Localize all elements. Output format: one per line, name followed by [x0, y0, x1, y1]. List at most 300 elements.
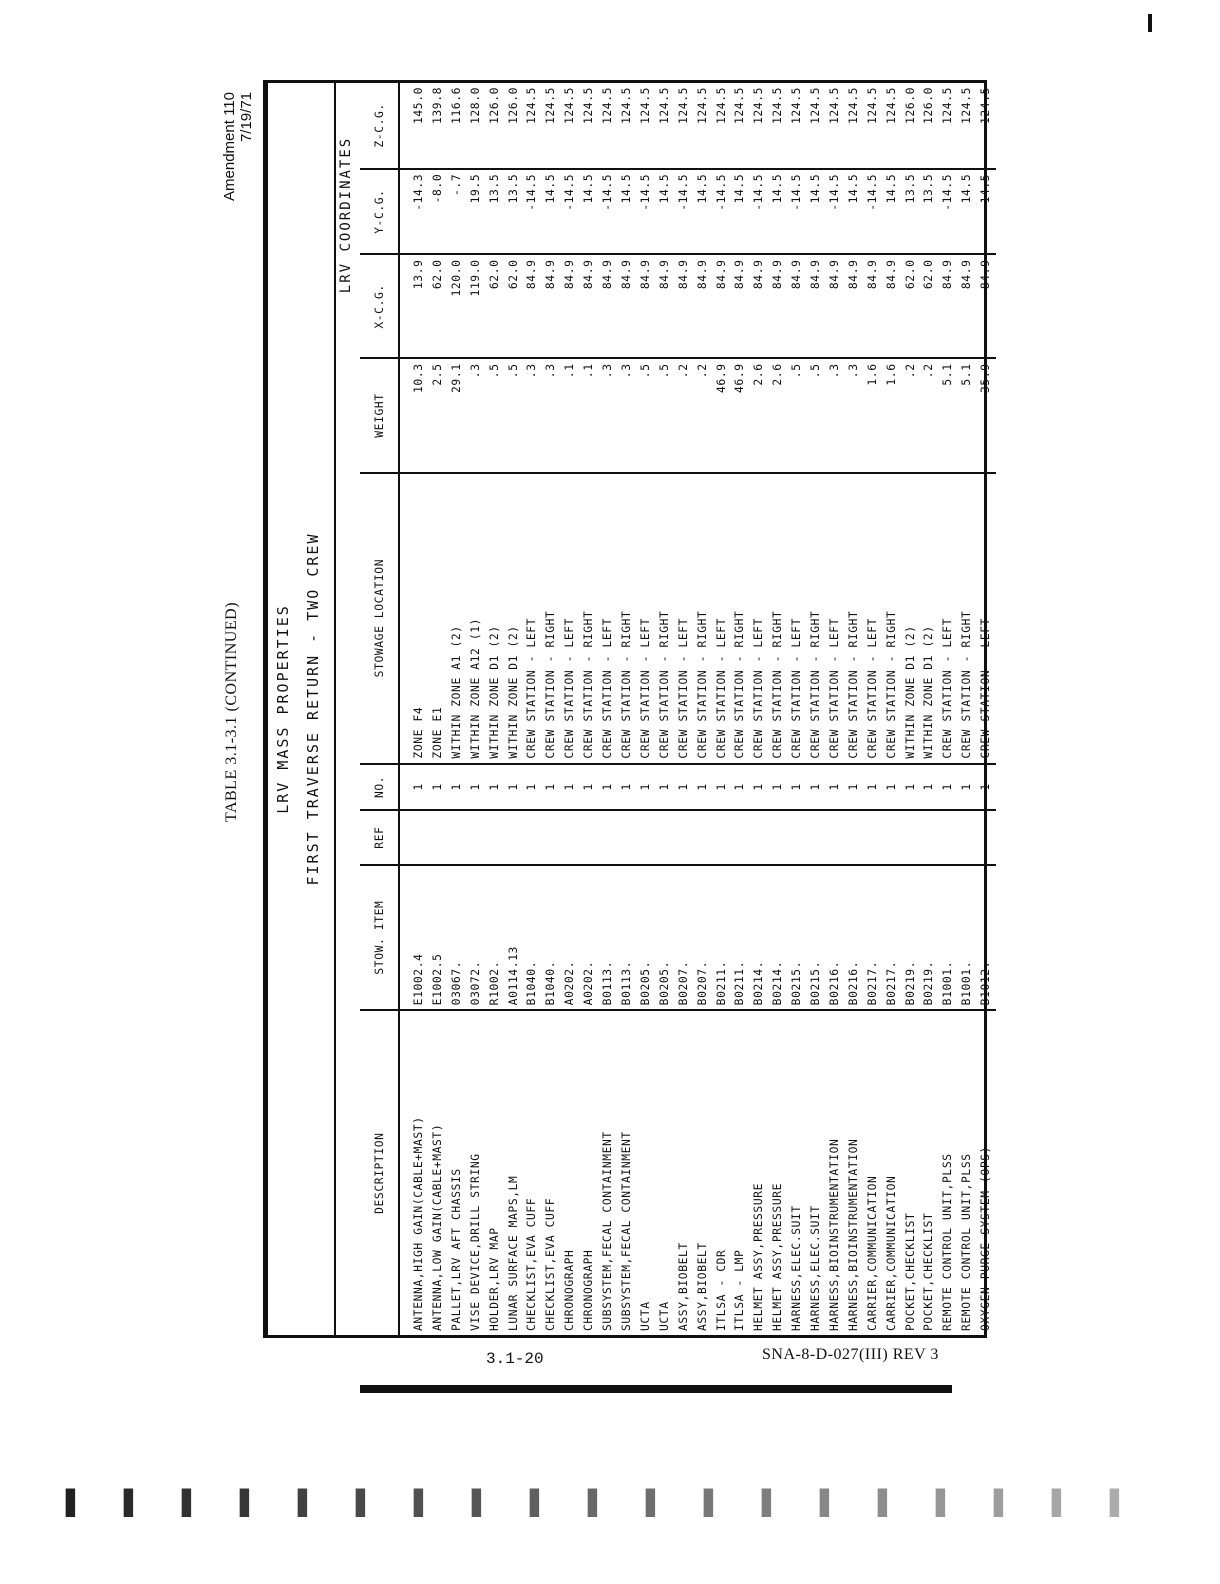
- cell-y-cg: 14.5: [807, 169, 826, 255]
- cell-x-cg: 84.9: [542, 254, 561, 358]
- cell-no: 1: [750, 764, 769, 811]
- cell-description: CHRONOGRAPH: [582, 1249, 596, 1331]
- cell-stow-item: A0202.: [561, 865, 580, 1010]
- header-z-cg: Z-C.G.: [360, 83, 399, 169]
- cell-description: REMOTE CONTROL UNIT,PLSS: [960, 1153, 974, 1331]
- header-description: DESCRIPTION: [360, 1010, 399, 1335]
- cell-z-cg: 124.5: [542, 83, 561, 169]
- cell-weight: .2: [902, 358, 921, 472]
- cell-stowage-location: ZONE E1: [429, 473, 448, 764]
- film-mark-icon: ▌: [878, 1488, 897, 1517]
- cell-description: UCTA: [638, 1301, 652, 1331]
- cell-stowage-location: CREW STATION - RIGHT: [694, 473, 713, 764]
- cell-y-cg: -14.3: [399, 169, 429, 255]
- cell-ref: [920, 810, 939, 865]
- cell-y-cg: -14.5: [713, 169, 732, 255]
- cell-stowage-location: CREW STATION - RIGHT: [618, 473, 637, 764]
- cell-no: 1: [902, 764, 921, 811]
- cell-stowage-location: CREW STATION - RIGHT: [656, 473, 675, 764]
- cell-stowage-location: WITHIN ZONE A1 (2): [448, 473, 467, 764]
- cell-stowage-location: CREW STATION - LEFT: [826, 473, 845, 764]
- cell-description: CHECKLIST,EVA CUFF: [525, 1197, 539, 1331]
- cell-stowage-location: WITHIN ZONE D1 (2): [920, 473, 939, 764]
- table-subtitle: FIRST TRAVERSE RETURN - TWO CREW: [304, 532, 322, 886]
- cell-ref: [939, 810, 958, 865]
- film-mark-icon: ▌: [820, 1488, 839, 1517]
- cell-ref: [580, 810, 599, 865]
- cell-y-cg: -14.5: [750, 169, 769, 255]
- film-mark-icon: ▌: [762, 1488, 781, 1517]
- cell-weight: .3: [826, 358, 845, 472]
- cell-weight: 1.6: [864, 358, 883, 472]
- cell-weight: .5: [486, 358, 505, 472]
- film-mark-icon: ▌: [704, 1488, 723, 1517]
- cell-stow-item: A0114.13: [505, 865, 524, 1010]
- amendment-number: Amendment 110: [221, 92, 238, 201]
- cell-z-cg: 126.0: [920, 83, 939, 169]
- cell-stow-item: B0215.: [807, 865, 826, 1010]
- film-mark-icon: ▌: [66, 1488, 85, 1517]
- cell-x-cg: 62.0: [505, 254, 524, 358]
- cell-stow-item: B1001.: [939, 865, 958, 1010]
- cell-ref: [883, 810, 902, 865]
- cell-description: SUBSYSTEM,FECAL CONTAINMENT: [601, 1131, 615, 1331]
- cell-description: REMOTE CONTROL UNIT,PLSS: [941, 1153, 955, 1331]
- cell-weight: .5: [637, 358, 656, 472]
- cell-x-cg: 84.9: [864, 254, 883, 358]
- cell-z-cg: 124.5: [656, 83, 675, 169]
- cell-z-cg: 128.0: [467, 83, 486, 169]
- cell-stow-item: B0113.: [599, 865, 618, 1010]
- cell-weight: .3: [523, 358, 542, 472]
- cell-z-cg: 124.5: [750, 83, 769, 169]
- document-id: SNA-8-D-027(III) REV 3: [762, 1346, 939, 1363]
- cell-y-cg: 14.5: [845, 169, 864, 255]
- cell-y-cg: -14.5: [675, 169, 694, 255]
- cell-no: 1: [637, 764, 656, 811]
- cell-z-cg: 124.5: [769, 83, 788, 169]
- cell-y-cg: 14.5: [958, 169, 977, 255]
- cell-no: 1: [429, 764, 448, 811]
- cell-y-cg: 14.5: [618, 169, 637, 255]
- table-row: [505, 83, 524, 1335]
- cell-ref: [656, 810, 675, 865]
- cell-x-cg: 84.9: [561, 254, 580, 358]
- cell-x-cg: 13.9: [399, 254, 429, 358]
- cell-stowage-location: CREW STATION - RIGHT: [769, 473, 788, 764]
- cell-x-cg: 84.9: [599, 254, 618, 358]
- film-mark-icon: ▌: [1110, 1488, 1129, 1517]
- cell-ref: [618, 810, 637, 865]
- rotated-document-sheet: [221, 82, 993, 1342]
- cell-y-cg: -14.5: [977, 169, 996, 255]
- cell-y-cg: -8.0: [429, 169, 448, 255]
- cell-ref: [637, 810, 656, 865]
- cell-z-cg: 124.5: [694, 83, 713, 169]
- header-stowage-location: STOWAGE LOCATION: [360, 473, 399, 764]
- cell-weight: .3: [618, 358, 637, 472]
- amendment-date: 7/19/71: [238, 92, 255, 143]
- header-x-cg: X-C.G.: [360, 254, 399, 358]
- table-row: [807, 83, 826, 1335]
- cell-no: 1: [731, 764, 750, 811]
- mass-properties-table: [360, 83, 996, 1335]
- cell-x-cg: 84.9: [958, 254, 977, 358]
- cell-y-cg: -14.5: [561, 169, 580, 255]
- cell-x-cg: 84.9: [618, 254, 637, 358]
- cell-stow-item: B0214.: [769, 865, 788, 1010]
- film-mark-icon: ▌: [472, 1488, 491, 1517]
- cell-ref: [467, 810, 486, 865]
- cell-no: 1: [958, 764, 977, 811]
- cell-stow-item: B0219.: [902, 865, 921, 1010]
- cell-ref: [429, 810, 448, 865]
- cell-no: 1: [807, 764, 826, 811]
- cell-stowage-location: CREW STATION - LEFT: [713, 473, 732, 764]
- table-row: [694, 83, 713, 1335]
- cell-stowage-location: WITHIN ZONE D1 (2): [505, 473, 524, 764]
- cell-stowage-location: CREW STATION - LEFT: [788, 473, 807, 764]
- cell-x-cg: 84.9: [883, 254, 902, 358]
- cell-x-cg: 62.0: [920, 254, 939, 358]
- cell-y-cg: 14.5: [731, 169, 750, 255]
- cell-stow-item: B0207.: [675, 865, 694, 1010]
- cell-stow-item: B0216.: [845, 865, 864, 1010]
- cell-z-cg: 124.5: [675, 83, 694, 169]
- cell-stowage-location: CREW STATION - LEFT: [599, 473, 618, 764]
- cell-ref: [731, 810, 750, 865]
- cell-stowage-location: CREW STATION - RIGHT: [580, 473, 599, 764]
- cell-z-cg: 124.5: [618, 83, 637, 169]
- film-mark-icon: ▌: [356, 1488, 375, 1517]
- cell-weight: 29.1: [448, 358, 467, 472]
- cell-no: 1: [618, 764, 637, 811]
- cell-description: HELMET ASSY,PRESSURE: [771, 1182, 785, 1331]
- table-row: [788, 83, 807, 1335]
- cell-description: HELMET ASSY,PRESSURE: [752, 1182, 766, 1331]
- cell-y-cg: -14.5: [864, 169, 883, 255]
- header-rule: [334, 83, 336, 1335]
- header-ref: REF: [360, 810, 399, 865]
- film-mark-icon: ▌: [240, 1488, 259, 1517]
- cell-stow-item: B0219.: [920, 865, 939, 1010]
- cell-stowage-location: CREW STATION - LEFT: [750, 473, 769, 764]
- cell-x-cg: 84.9: [694, 254, 713, 358]
- cell-ref: [486, 810, 505, 865]
- cell-ref: [542, 810, 561, 865]
- cell-z-cg: 124.5: [637, 83, 656, 169]
- cell-z-cg: 124.5: [864, 83, 883, 169]
- cell-x-cg: 84.9: [637, 254, 656, 358]
- table-row: [883, 83, 902, 1335]
- cell-z-cg: 124.5: [939, 83, 958, 169]
- cell-no: 1: [399, 764, 429, 811]
- cell-z-cg: 124.5: [807, 83, 826, 169]
- cell-x-cg: 84.9: [977, 254, 996, 358]
- cell-stowage-location: CREW STATION - LEFT: [939, 473, 958, 764]
- cell-z-cg: 139.8: [429, 83, 448, 169]
- scan-mark: [1148, 14, 1152, 32]
- cell-y-cg: -14.5: [523, 169, 542, 255]
- table-row: [618, 83, 637, 1335]
- cell-description: OXYGEN PURGE SYSTEM (OPS): [979, 1145, 993, 1331]
- cell-y-cg: 14.5: [580, 169, 599, 255]
- cell-x-cg: 84.9: [675, 254, 694, 358]
- cell-z-cg: 126.0: [486, 83, 505, 169]
- table-header-row: [360, 83, 399, 1335]
- cell-description: POCKET,CHECKLIST: [922, 1212, 936, 1331]
- cell-description: ANTENNA,LOW GAIN(CABLE+MAST): [430, 1123, 444, 1331]
- cell-y-cg: 14.5: [656, 169, 675, 255]
- cell-stow-item: B0205.: [637, 865, 656, 1010]
- cell-x-cg: 84.9: [807, 254, 826, 358]
- cell-weight: .1: [561, 358, 580, 472]
- cell-weight: 2.6: [769, 358, 788, 472]
- cell-y-cg: 19.5: [467, 169, 486, 255]
- cell-ref: [523, 810, 542, 865]
- cell-no: 1: [580, 764, 599, 811]
- table-row: [977, 83, 996, 1335]
- table-row: [523, 83, 542, 1335]
- table-row: [486, 83, 505, 1335]
- cell-stowage-location: CREW STATION - LEFT: [637, 473, 656, 764]
- cell-ref: [958, 810, 977, 865]
- cell-description: HARNESS,ELEC.SUIT: [809, 1205, 823, 1331]
- cell-x-cg: 84.9: [713, 254, 732, 358]
- table-row: [731, 83, 750, 1335]
- cell-z-cg: 116.6: [448, 83, 467, 169]
- cell-ref: [845, 810, 864, 865]
- table-caption: TABLE 3.1-3.1 (CONTINUED): [223, 601, 240, 823]
- cell-stow-item: B0211.: [731, 865, 750, 1010]
- cell-x-cg: 62.0: [486, 254, 505, 358]
- film-mark-icon: ▌: [182, 1488, 201, 1517]
- cell-y-cg: 13.5: [486, 169, 505, 255]
- cell-stow-item: 03072.: [467, 865, 486, 1010]
- cell-ref: [713, 810, 732, 865]
- table-row: [845, 83, 864, 1335]
- cell-y-cg: -.7: [448, 169, 467, 255]
- film-mark-icon: ▌: [646, 1488, 665, 1517]
- cell-description: UCTA: [657, 1301, 671, 1331]
- cell-no: 1: [845, 764, 864, 811]
- table-row: [599, 83, 618, 1335]
- cell-stow-item: B1012.: [977, 865, 996, 1010]
- table-row: [467, 83, 486, 1335]
- cell-description: HARNESS,ELEC.SUIT: [790, 1205, 804, 1331]
- table-row: [920, 83, 939, 1335]
- table-row: [939, 83, 958, 1335]
- cell-stowage-location: CREW STATION - LEFT: [864, 473, 883, 764]
- cell-z-cg: 124.5: [599, 83, 618, 169]
- cell-y-cg: -14.5: [599, 169, 618, 255]
- cell-no: 1: [599, 764, 618, 811]
- cell-no: 1: [486, 764, 505, 811]
- cell-no: 1: [523, 764, 542, 811]
- cell-stowage-location: ZONE F4: [399, 473, 429, 764]
- cell-z-cg: 124.5: [977, 83, 996, 169]
- cell-no: 1: [542, 764, 561, 811]
- cell-no: 1: [883, 764, 902, 811]
- cell-no: 1: [694, 764, 713, 811]
- cell-ref: [561, 810, 580, 865]
- cell-description: LUNAR SURFACE MAPS,LM: [506, 1175, 520, 1331]
- film-mark-icon: ▌: [124, 1488, 143, 1517]
- cell-stow-item: B0207.: [694, 865, 713, 1010]
- cell-stowage-location: CREW STATION - RIGHT: [958, 473, 977, 764]
- table-row: [958, 83, 977, 1335]
- cell-description: VISE DEVICE,DRILL STRING: [468, 1153, 482, 1331]
- cell-ref: [399, 810, 429, 865]
- table-frame: [265, 80, 993, 1338]
- cell-stowage-location: CREW STATION - LEFT: [523, 473, 542, 764]
- film-mark-icon: ▌: [414, 1488, 433, 1517]
- cell-z-cg: 126.0: [505, 83, 524, 169]
- cell-weight: .3: [845, 358, 864, 472]
- cell-y-cg: 14.5: [542, 169, 561, 255]
- bottom-rule: [360, 1385, 952, 1393]
- cell-no: 1: [713, 764, 732, 811]
- cell-stow-item: 03067.: [448, 865, 467, 1010]
- film-mark-icon: ▌: [994, 1488, 1013, 1517]
- cell-no: 1: [826, 764, 845, 811]
- cell-description: CARRIER,COMMUNICATION: [884, 1175, 898, 1331]
- cell-ref: [864, 810, 883, 865]
- cell-description: PALLET,LRV AFT CHASSIS: [449, 1168, 463, 1331]
- table-row: [448, 83, 467, 1335]
- cell-ref: [769, 810, 788, 865]
- cell-description: ITLSA - CDR: [714, 1249, 728, 1331]
- cell-stowage-location: WITHIN ZONE D1 (2): [486, 473, 505, 764]
- table-row: [637, 83, 656, 1335]
- cell-ref: [448, 810, 467, 865]
- cell-weight: 10.3: [399, 358, 429, 472]
- cell-stowage-location: CREW STATION - LEFT: [977, 473, 996, 764]
- cell-stow-item: A0202.: [580, 865, 599, 1010]
- table-row: [542, 83, 561, 1335]
- cell-ref: [977, 810, 996, 865]
- cell-no: 1: [505, 764, 524, 811]
- cell-weight: 46.9: [713, 358, 732, 472]
- cell-stowage-location: CREW STATION - RIGHT: [807, 473, 826, 764]
- cell-stow-item: B0215.: [788, 865, 807, 1010]
- cell-ref: [505, 810, 524, 865]
- cell-no: 1: [864, 764, 883, 811]
- cell-x-cg: 84.9: [939, 254, 958, 358]
- cell-y-cg: 13.5: [505, 169, 524, 255]
- page-number: 3.1-20: [486, 1350, 544, 1368]
- cell-ref: [788, 810, 807, 865]
- table-row: [675, 83, 694, 1335]
- cell-description: HARNESS,BIOINSTRUMENTATION: [846, 1138, 860, 1331]
- cell-x-cg: 84.9: [845, 254, 864, 358]
- cell-description: ITLSA - LMP: [733, 1249, 747, 1331]
- cell-no: 1: [467, 764, 486, 811]
- cell-description: ASSY,BIOBELT: [695, 1242, 709, 1331]
- film-mark-icon: ▌: [530, 1488, 549, 1517]
- cell-description: CHRONOGRAPH: [563, 1249, 577, 1331]
- cell-weight: 5.1: [939, 358, 958, 472]
- cell-stow-item: R1002.: [486, 865, 505, 1010]
- cell-description: SUBSYSTEM,FECAL CONTAINMENT: [619, 1131, 633, 1331]
- cell-weight: .3: [467, 358, 486, 472]
- cell-stowage-location: CREW STATION - LEFT: [675, 473, 694, 764]
- cell-z-cg: 124.5: [788, 83, 807, 169]
- table-row: [429, 83, 448, 1335]
- cell-ref: [694, 810, 713, 865]
- film-mark-icon: ▌: [588, 1488, 607, 1517]
- table-body: [399, 83, 996, 1335]
- cell-z-cg: 126.0: [902, 83, 921, 169]
- cell-x-cg: 84.9: [788, 254, 807, 358]
- cell-y-cg: 14.5: [694, 169, 713, 255]
- table-row: [864, 83, 883, 1335]
- cell-y-cg: 14.5: [769, 169, 788, 255]
- cell-no: 1: [656, 764, 675, 811]
- table-row: [769, 83, 788, 1335]
- cell-stow-item: B0216.: [826, 865, 845, 1010]
- cell-no: 1: [561, 764, 580, 811]
- cell-z-cg: 124.5: [845, 83, 864, 169]
- cell-weight: .3: [542, 358, 561, 472]
- cell-z-cg: 124.5: [731, 83, 750, 169]
- cell-weight: 2.6: [750, 358, 769, 472]
- cell-description: HOLDER,LRV MAP: [487, 1227, 501, 1331]
- cell-description: POCKET,CHECKLIST: [903, 1212, 917, 1331]
- film-mark-icon: ▌: [298, 1488, 317, 1517]
- cell-description: CARRIER,COMMUNICATION: [865, 1175, 879, 1331]
- cell-y-cg: -14.5: [826, 169, 845, 255]
- cell-stowage-location: CREW STATION - RIGHT: [845, 473, 864, 764]
- cell-x-cg: 84.9: [826, 254, 845, 358]
- cell-z-cg: 124.5: [713, 83, 732, 169]
- cell-z-cg: 124.5: [561, 83, 580, 169]
- cell-y-cg: 14.5: [883, 169, 902, 255]
- cell-stowage-location: CREW STATION - RIGHT: [883, 473, 902, 764]
- cell-x-cg: 84.9: [750, 254, 769, 358]
- cell-z-cg: 124.5: [958, 83, 977, 169]
- cell-weight: 35.9: [977, 358, 996, 472]
- cell-z-cg: 124.5: [580, 83, 599, 169]
- cell-weight: .3: [599, 358, 618, 472]
- cell-weight: .5: [788, 358, 807, 472]
- cell-x-cg: 62.0: [429, 254, 448, 358]
- cell-ref: [599, 810, 618, 865]
- cell-weight: .2: [694, 358, 713, 472]
- cell-ref: [902, 810, 921, 865]
- cell-description: ANTENNA,HIGH GAIN(CABLE+MAST): [412, 1116, 425, 1331]
- header-weight: WEIGHT: [360, 358, 399, 472]
- cell-weight: 2.5: [429, 358, 448, 472]
- table-row: [826, 83, 845, 1335]
- cell-x-cg: 84.9: [523, 254, 542, 358]
- cell-stow-item: E1002.4: [399, 865, 429, 1010]
- film-mark-icon: ▌: [1052, 1488, 1071, 1517]
- cell-z-cg: 124.5: [523, 83, 542, 169]
- cell-stow-item: B1001.: [958, 865, 977, 1010]
- cell-stow-item: E1002.5: [429, 865, 448, 1010]
- cell-weight: 46.9: [731, 358, 750, 472]
- cell-y-cg: -14.5: [939, 169, 958, 255]
- table-row: [902, 83, 921, 1335]
- cell-no: 1: [939, 764, 958, 811]
- cell-no: 1: [977, 764, 996, 811]
- cell-x-cg: 84.9: [580, 254, 599, 358]
- cell-z-cg: 124.5: [826, 83, 845, 169]
- table-row: [713, 83, 732, 1335]
- header-no: NO.: [360, 764, 399, 811]
- cell-x-cg: 120.0: [448, 254, 467, 358]
